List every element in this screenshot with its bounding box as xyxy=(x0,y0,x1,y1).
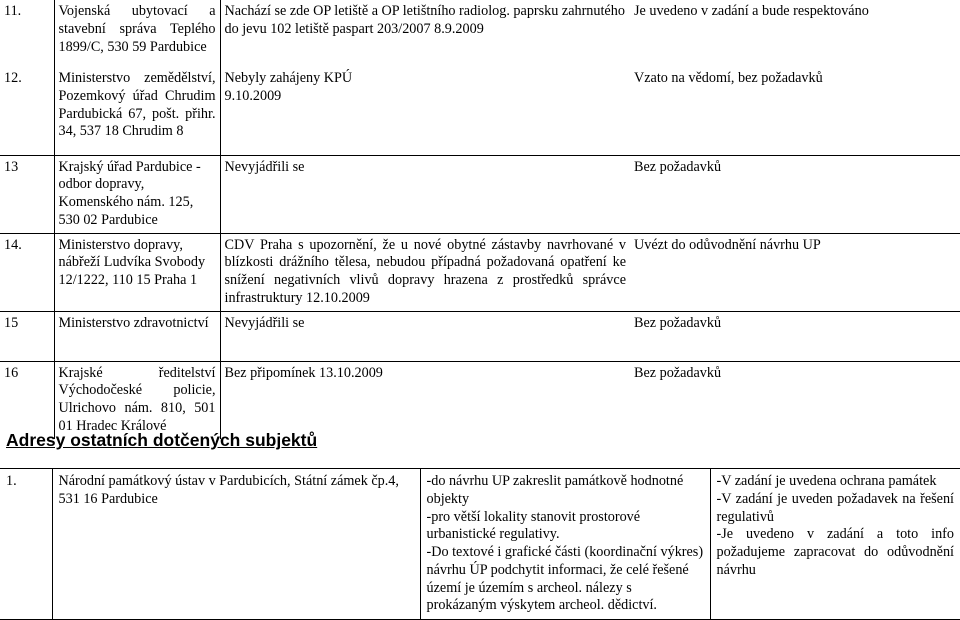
row-number: 13 xyxy=(0,155,54,233)
result-item: -Je uvedeno v zadání a toto info požadujeme zapracovat do odůvodnění návrhu xyxy=(716,526,954,578)
result-item: -V zadání je uvedena ochrana památek xyxy=(716,473,937,489)
statement-text: Nebyly zahájeny KPÚ xyxy=(224,70,353,86)
result-text: Bez požadavků xyxy=(634,364,722,381)
row-number: 14. xyxy=(0,233,54,311)
statement-text: Nevyjádřili se xyxy=(220,155,630,233)
requirement-item: -Do textové i grafické části (koordinační výkres) návrhu ÚP podchytit informaci, že celé řešené území je územím s archeol. nálezy s prokázaným výskytem archeol. dědictví. xyxy=(426,544,704,614)
authority-name: Vojenská ubytovací a stavební správa Teplého 1899/C, 530 59 Pardubice xyxy=(54,0,220,67)
result-text: Je uvedeno v zadání a bude respektováno xyxy=(634,3,869,19)
result-text: Uvézt do odůvodnění návrhu UP xyxy=(630,233,960,311)
statement-date: 9.10.2009 xyxy=(224,87,282,104)
row-number: 1. xyxy=(0,469,52,620)
statement-text: CDV Praha s upozornění, že u nové obytné zástavby navrhované v blízkosti drážního tělesa, nebudou případná požadovaná opatření ke snížení negativních vlivů dopravy hrazena z prostředků správce infrastruktury 12.10.2009 xyxy=(220,233,630,311)
authority-name: Krajské ředitelství Východočeské policie, Ulrichovo nám. 810, 501 01 Hradec Králové xyxy=(54,361,220,439)
table-row xyxy=(0,311,960,361)
requirement-item: -pro větší lokality stanovit prostorové urbanistické regulativy. xyxy=(426,508,641,543)
other-subjects-table xyxy=(0,468,960,620)
result-item: -V zadání je uveden požadavek na řešení regulativů xyxy=(716,490,954,525)
result-text: Vzato na vědomí, bez požadavků xyxy=(630,67,960,155)
statement-text: Nevyjádřili se xyxy=(220,311,630,361)
result-cell xyxy=(710,469,960,620)
result-text: Bez požadavků xyxy=(630,155,960,233)
table-row xyxy=(0,155,960,233)
requirement-item: -do návrhu UP zakreslit památkově hodnotné objekty xyxy=(426,473,684,507)
table-row xyxy=(0,361,960,439)
authority-name: Krajský úřad Pardubice - odbor dopravy, Komenského nám. 125, 530 02 Pardubice xyxy=(54,155,220,233)
requirements-cell xyxy=(420,469,710,620)
subject-name: Národní památkový ústav v Pardubicích, Státní zámek čp.4, 531 16 Pardubice xyxy=(52,469,420,620)
row-number: 11. xyxy=(0,0,54,67)
authority-name: Ministerstvo dopravy, nábřeží Ludvíka Svobody 12/1222, 110 15 Praha 1 xyxy=(54,233,220,311)
table-row xyxy=(0,0,960,67)
statement-text: Bez připomínek 13.10.2009 xyxy=(224,364,383,381)
table-row xyxy=(0,67,960,155)
authority-name: Ministerstvo zdravotnictví xyxy=(54,311,220,361)
authority-name: Ministerstvo zemědělství, Pozemkový úřad Chrudim Pardubická 67, pošt. přihr. 34, 537 18 Chrudim 8 xyxy=(54,67,220,155)
row-number: 16 xyxy=(0,361,54,439)
table-row xyxy=(0,469,960,620)
row-number: 15 xyxy=(0,311,54,361)
statement-text: Nachází se zde OP letiště a OP letištního radiolog. paprsku zahrnutého do jevu 102 letiště paspart 203/2007 8.9.2009 xyxy=(224,3,625,37)
result-text: Bez požadavků xyxy=(630,311,960,361)
statement-cell xyxy=(220,67,630,155)
table-row xyxy=(0,233,960,311)
row-number: 12. xyxy=(0,67,54,155)
section-heading: Adresy ostatních dotčených subjektů xyxy=(6,430,318,450)
